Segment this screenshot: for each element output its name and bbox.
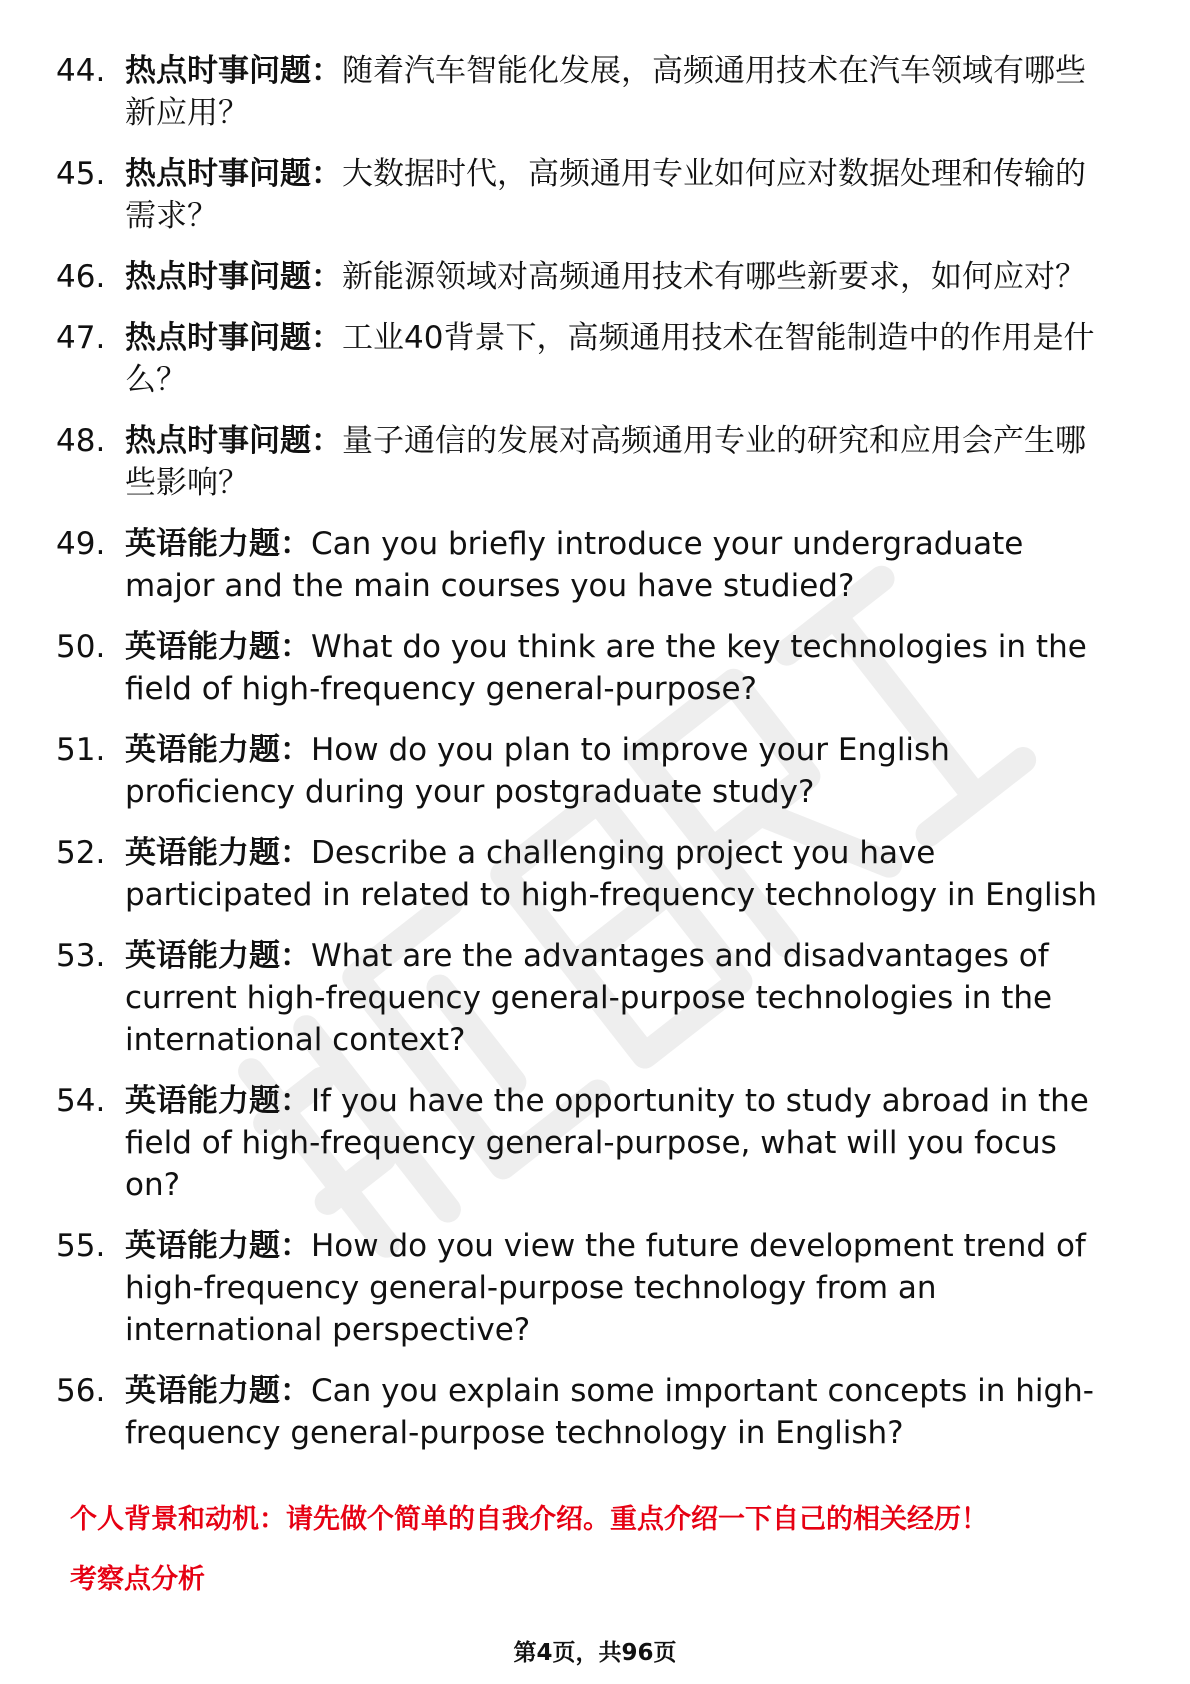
question-number: 53. (56, 938, 106, 974)
analysis-heading: 考察点分析 (70, 1564, 205, 1595)
question-category: 热点时事问题： (125, 156, 342, 192)
question-number: 49. (56, 526, 106, 562)
question-text: If you have the opportunity to study abroad in the field of high-frequency general-purpose, what will you focus on? (125, 1083, 1089, 1203)
question-number: 48. (56, 423, 106, 459)
question-category: 英语能力题： (125, 835, 311, 871)
question-body (125, 626, 1116, 710)
question-body (125, 832, 1116, 916)
question-body (125, 1080, 1116, 1206)
list-item (56, 1370, 1116, 1454)
list-item (56, 50, 1116, 134)
question-body (125, 420, 1116, 504)
list-item (56, 420, 1116, 504)
question-category: 英语能力题： (125, 629, 311, 665)
question-text: What are the advantages and disadvantages of current high-frequency general-purpose technologies in the international context? (125, 938, 1053, 1058)
question-text: Describe a challenging project you have participated in related to high-frequency technology in English (125, 835, 1098, 913)
question-body (125, 1225, 1116, 1351)
question-number: 54. (56, 1083, 106, 1119)
list-item (56, 317, 1116, 401)
question-text: 工业40背景下，高频通用技术在智能制造中的作用是什么？ (125, 320, 1095, 398)
list-item (56, 523, 1116, 607)
question-category: 热点时事问题： (125, 320, 342, 356)
question-text: 大数据时代，高频通用专业如何应对数据处理和传输的需求？ (125, 156, 1086, 234)
question-number: 51. (56, 732, 106, 768)
question-number: 55. (56, 1228, 106, 1264)
question-text: 量子通信的发展对高频通用专业的研究和应用会产生哪些影响？ (125, 423, 1086, 501)
question-category: 热点时事问题： (125, 53, 342, 89)
question-body (125, 50, 1116, 134)
question-body (125, 1370, 1116, 1454)
question-category: 英语能力题： (125, 938, 311, 974)
list-item (56, 1080, 1116, 1206)
question-category: 英语能力题： (125, 1228, 311, 1264)
question-text: How do you plan to improve your English proficiency during your postgraduate study? (125, 732, 950, 810)
list-item (56, 626, 1116, 710)
question-list (56, 50, 1116, 1473)
question-number: 47. (56, 320, 106, 356)
question-text: 新能源领域对高频通用技术有哪些新要求，如何应对？ (342, 259, 1086, 295)
list-item (56, 256, 1116, 298)
question-text: Can you briefly introduce your undergraduate major and the main courses you have studied? (125, 526, 1024, 604)
question-category: 英语能力题： (125, 1083, 311, 1119)
list-item (56, 935, 1116, 1061)
question-body (125, 256, 1116, 298)
list-item (56, 1225, 1116, 1351)
question-number: 46. (56, 259, 106, 295)
question-number: 50. (56, 629, 106, 665)
question-number: 52. (56, 835, 106, 871)
page-number-footer: 第4页，共96页 (513, 1640, 677, 1666)
question-category: 英语能力题： (125, 1373, 311, 1409)
question-category: 热点时事问题： (125, 423, 342, 459)
question-number: 44. (56, 53, 106, 89)
question-number: 56. (56, 1373, 106, 1409)
list-item (56, 832, 1116, 916)
question-text: 随着汽车智能化发展，高频通用技术在汽车领域有哪些新应用？ (125, 53, 1086, 131)
question-body (125, 729, 1116, 813)
question-body (125, 153, 1116, 237)
question-text: How do you view the future development trend of high-frequency general-purpose technology from an international perspective? (125, 1228, 1086, 1348)
question-body (125, 523, 1116, 607)
question-body (125, 317, 1116, 401)
question-number: 45. (56, 156, 106, 192)
question-category: 英语能力题： (125, 732, 311, 768)
list-item (56, 729, 1116, 813)
list-item (56, 153, 1116, 237)
question-text: What do you think are the key technologies in the field of high-frequency general-purpose? (125, 629, 1087, 707)
intro-heading: 个人背景和动机：请先做个简单的自我介绍。重点介绍一下自己的相关经历！ (70, 1504, 988, 1535)
question-category: 热点时事问题： (125, 259, 342, 295)
question-category: 英语能力题： (125, 526, 311, 562)
question-text: Can you explain some important concepts in high-frequency general-purpose technology in English? (125, 1373, 1094, 1451)
question-body (125, 935, 1116, 1061)
